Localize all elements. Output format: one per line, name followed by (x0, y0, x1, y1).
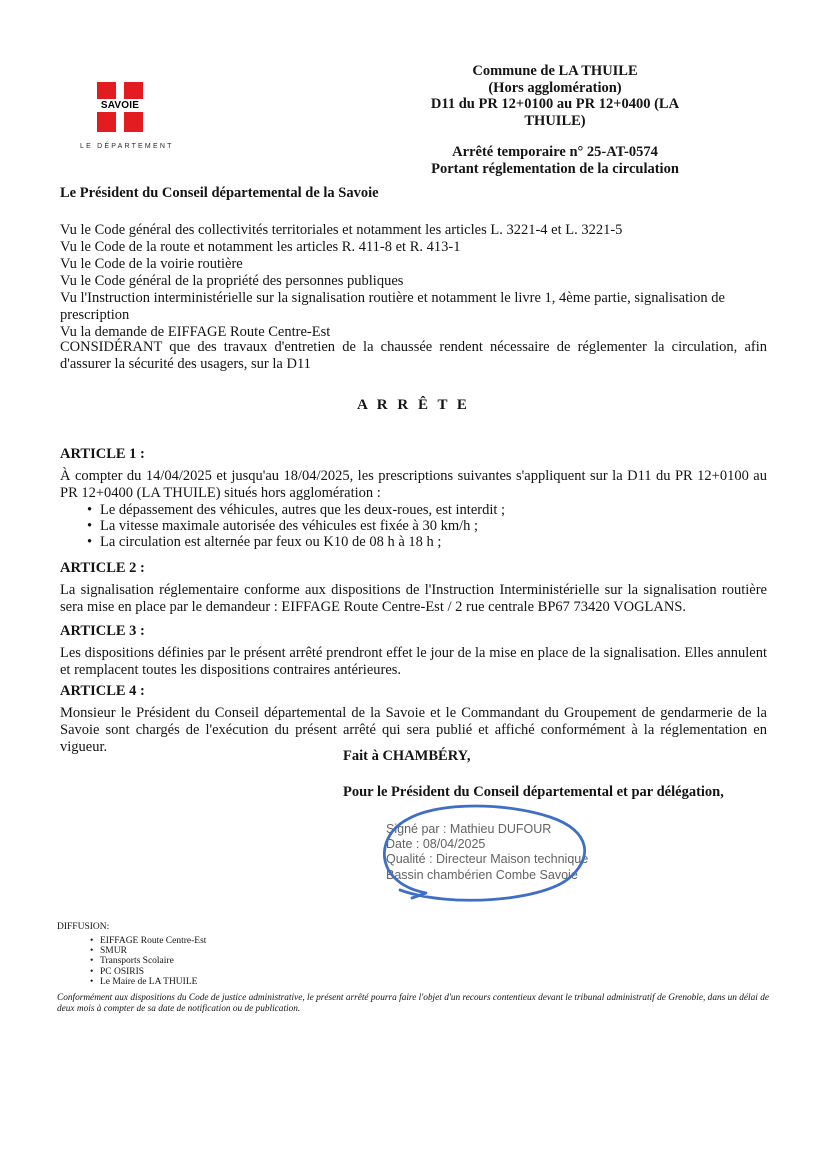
article-1-body: À compter du 14/04/2025 et jusqu'au 18/04/2025, les prescriptions suivantes s'appliquent sur la D11 du PR 12+0100 au PR 12+0400 (LA THUILE) situés hors agglomération : (60, 468, 767, 501)
article-4-body: Monsieur le Président du Conseil départemental de la Savoie et le Commandant du Groupement de gendarmerie de la Savoie sont chargés de l'exécution du présent arrêté qui sera publié et affiché conformément à la réglementation en vigueur. (60, 705, 767, 755)
bullet-item: • La vitesse maximale autorisée des véhicules est fixée à 30 km/h ; (100, 518, 767, 534)
logo-red-square (97, 112, 116, 132)
bullet-item: • La circulation est alternée par feux ou K10 de 08 h à 18 h ; (100, 534, 767, 550)
signature-signed-by: Signé par : Mathieu DUFOUR (386, 822, 552, 836)
header-commune: Commune de LA THUILE (472, 63, 638, 79)
vu-line: Vu l'Instruction interministérielle sur la signalisation routière et notamment le livre 1, 4ème partie, signalisation de prescription (60, 290, 725, 323)
article-1 (60, 446, 767, 550)
article-4 (60, 683, 767, 756)
logo-red-square (124, 82, 143, 99)
article-3 (60, 623, 767, 679)
header-road: D11 du PR 12+0100 au PR 12+0400 (LA THUILE) (430, 96, 680, 129)
closing-delegation: Pour le Président du Conseil départemental et par délégation, (343, 784, 724, 800)
savoie-cross-icon (97, 82, 143, 132)
diffusion-item: • Transports Scolaire (100, 956, 206, 966)
considerant-paragraph: CONSIDÉRANT que des travaux d'entretien de la chaussée rendent nécessaire de réglementer la circulation, afin d'assurer la sécurité des usagers, sur la D11 (60, 339, 767, 372)
article-2 (60, 560, 767, 616)
vu-list (60, 222, 767, 341)
diffusion-label: DIFFUSION: (57, 922, 110, 932)
signature-quality: Qualité : Directeur Maison technique (386, 852, 589, 867)
article-1-heading: ARTICLE 1 : (60, 446, 145, 462)
logo-brand-text: SAVOIE (100, 100, 140, 111)
signature-quality-2: Bassin chambérien Combe Savoie (386, 867, 578, 882)
closing-place: Fait à CHAMBÉRY, (343, 748, 471, 764)
logo-red-square (97, 82, 116, 99)
logo-red-square (124, 112, 143, 132)
arrete-title: A R R Ê T E (357, 397, 470, 413)
document-header (404, 63, 706, 177)
diffusion-item: • SMUR (100, 946, 206, 956)
article-2-heading: ARTICLE 2 : (60, 560, 145, 576)
closing-block (343, 748, 724, 801)
header-subject: Portant réglementation de la circulation (431, 160, 679, 177)
article-3-body: Les dispositions définies par le présent arrêté prendront effet le jour de la mise en place de la signalisation. Elles annulent et remplacent toutes les dispositions contraires antérieures. (60, 645, 767, 678)
diffusion-block (57, 922, 206, 987)
logo-tagline: LE DÉPARTEMENT (80, 143, 174, 150)
vu-line: Vu le Code général des collectivités territoriales et notamment les articles L. 3221-4 et L. 3221-5 (60, 222, 623, 238)
article-3-heading: ARTICLE 3 : (60, 623, 145, 639)
header-arrete-number: Arrêté temporaire n° 25-AT-0574 (452, 144, 658, 160)
article-1-bullets (60, 502, 767, 550)
vu-line: Vu le Code de la route et notamment les articles R. 411-8 et R. 413-1 (60, 239, 461, 255)
vu-line: Vu le Code de la voirie routière (60, 256, 243, 272)
savoie-logo (80, 82, 174, 150)
vu-line: Vu la demande de EIFFAGE Route Centre-Est (60, 324, 331, 340)
legal-footer: Conformément aux dispositions du Code de justice administrative, le présent arrêté pourra faire l'objet d'un recours contentieux devant le tribunal administratif de Grenoble, dans un délai de deux mois à compter de sa date de notification ou de publication. (57, 993, 769, 1014)
signature-date: Date : 08/04/2025 (386, 837, 486, 852)
bullet-item: • Le dépassement des véhicules, autres que les deux-roues, est interdit ; (100, 502, 767, 518)
vu-line: Vu le Code général de la propriété des personnes publiques (60, 273, 404, 289)
diffusion-list (57, 936, 206, 987)
diffusion-item: • PC OSIRIS (100, 967, 206, 977)
header-hors-agglo: (Hors agglomération) (488, 79, 622, 96)
article-2-body: La signalisation réglementaire conforme aux dispositions de l'Instruction Interministérielle sur la signalisation routière sera mise en place par le demandeur : EIFFAGE Route Centre-Est / 2 rue centrale BP67 73420 VOGLANS. (60, 582, 767, 615)
diffusion-item: • EIFFAGE Route Centre-Est (100, 936, 206, 946)
signature-block (386, 822, 588, 883)
article-4-heading: ARTICLE 4 : (60, 683, 145, 699)
president-heading: Le Président du Conseil départemental de la Savoie (60, 185, 379, 201)
diffusion-item: • Le Maire de LA THUILE (100, 977, 206, 987)
